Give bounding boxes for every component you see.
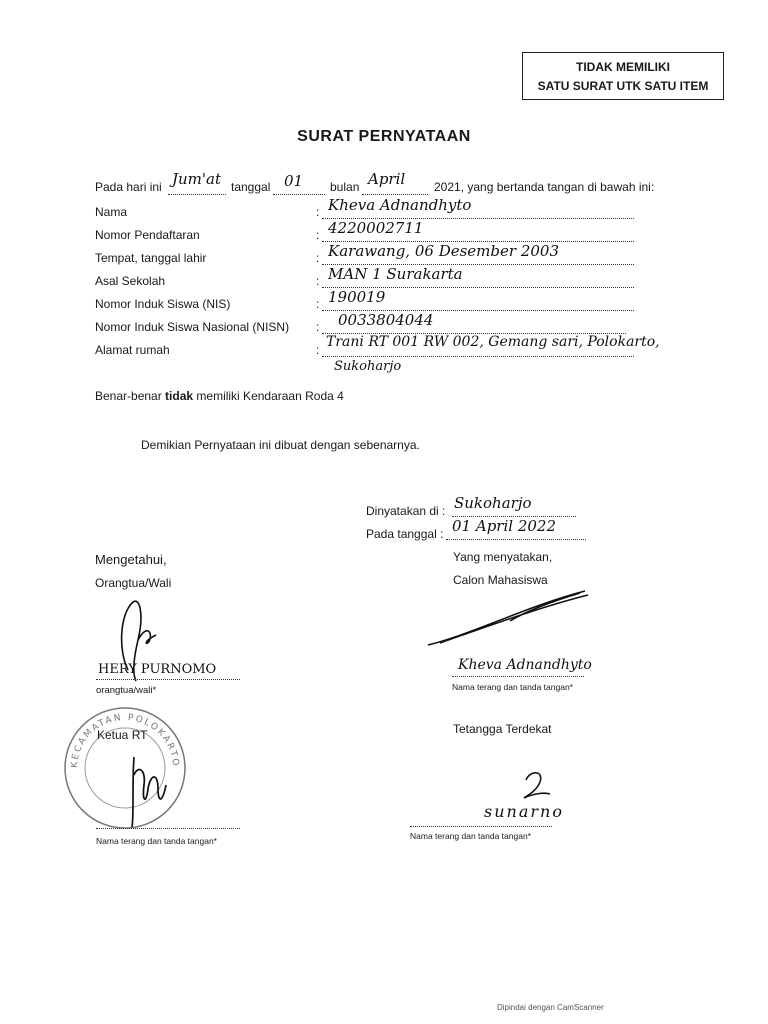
field-colon: : [316, 297, 320, 311]
neighbor-label: Tetangga Terdekat [453, 722, 552, 736]
stamp-text: KECAMATAN POLOKARTO [69, 712, 181, 769]
statement [95, 389, 344, 403]
field-label-nama: Nama [95, 205, 128, 219]
dotted-line [96, 679, 240, 680]
intro-day: Jum'at [172, 170, 221, 188]
neighbor-name: sunarno [484, 802, 564, 821]
neighbor-caption: Nama terang dan tanda tangan* [410, 831, 531, 841]
field-label-pendaftaran: Nomor Pendaftaran [95, 228, 200, 242]
field-value-alamat: Trani RT 001 RW 002, Gemang sari, Polokarto, [326, 334, 660, 350]
field-value-alamat-2: Sukoharjo [334, 359, 402, 374]
applicant-signature [420, 585, 600, 660]
dotted-line [362, 194, 428, 195]
field-label-nis: Nomor Induk Siswa (NIS) [95, 297, 231, 311]
dotted-line [410, 826, 552, 827]
page-title: SURAT PERNYATAAN [297, 128, 471, 145]
declared-date: 01 April 2022 [452, 517, 556, 535]
closing-text: Demikian Pernyataan ini dibuat dengan sebenarnya. [141, 438, 420, 452]
note-line-2: SATU SURAT UTK SATU ITEM [537, 79, 709, 93]
statement-pre: Benar-benar [95, 389, 166, 403]
field-value-nisn: 0033804044 [338, 311, 434, 329]
applicant-name: Kheva Adnandhyto [458, 657, 592, 673]
intro-month: April [368, 170, 406, 188]
declared-place: Sukoharjo [454, 494, 532, 512]
statement-post: memiliki Kendaraan Roda 4 [193, 389, 344, 403]
rt-signature [128, 745, 188, 835]
field-value-nis: 190019 [328, 288, 386, 306]
dotted-line [452, 676, 584, 677]
statement-bold: tidak [165, 389, 194, 403]
declared-date-label: Pada tanggal : [366, 527, 444, 541]
field-label-alamat: Alamat rumah [95, 343, 170, 357]
guardian-name: HERY PURNOMO [98, 662, 217, 677]
field-value-sekolah: MAN 1 Surakarta [328, 265, 463, 283]
field-label-ttl: Tempat, tanggal lahir [95, 251, 207, 265]
applicant-caption: Nama terang dan tanda tangan* [452, 682, 573, 692]
right-heading: Yang menyatakan, [453, 550, 553, 564]
field-colon: : [316, 205, 320, 219]
left-role: Orangtua/Wali [95, 576, 172, 590]
field-colon: : [316, 274, 320, 288]
field-value-ttl: Karawang, 06 Desember 2003 [328, 242, 559, 260]
declared-place-label: Dinyatakan di : [366, 504, 446, 518]
note-box [522, 52, 724, 100]
field-colon: : [316, 251, 320, 265]
footer-scanner: Dipindai dengan CamScanner [497, 1003, 604, 1012]
intro-bulan-label: bulan [330, 180, 360, 194]
dotted-line [446, 539, 586, 540]
intro-date: 01 [284, 172, 304, 190]
intro-prefix: Pada hari ini [95, 180, 162, 194]
field-label-nisn: Nomor Induk Siswa Nasional (NISN) [95, 320, 290, 334]
dotted-line [96, 828, 240, 829]
guardian-caption: orangtua/wali* [96, 685, 157, 696]
right-role: Calon Mahasiswa [453, 573, 548, 587]
rt-label: Ketua RT [97, 728, 148, 742]
field-value-nama: Kheva Adnandhyto [328, 196, 472, 214]
field-colon: : [316, 320, 320, 334]
dotted-line [273, 194, 325, 195]
intro-tanggal-label: tanggal [231, 180, 271, 194]
field-value-pendaftaran: 4220002711 [328, 219, 424, 237]
left-heading: Mengetahui, [95, 552, 167, 567]
field-label-sekolah: Asal Sekolah [95, 274, 166, 288]
field-colon: : [316, 343, 320, 357]
rt-caption: Nama terang dan tanda tangan* [96, 836, 217, 846]
dotted-line [168, 194, 226, 195]
field-colon: : [316, 228, 320, 242]
dotted-line [322, 356, 634, 357]
intro-suffix: 2021, yang bertanda tangan di bawah ini: [434, 180, 655, 194]
note-line-1: TIDAK MEMILIKI [576, 60, 670, 74]
